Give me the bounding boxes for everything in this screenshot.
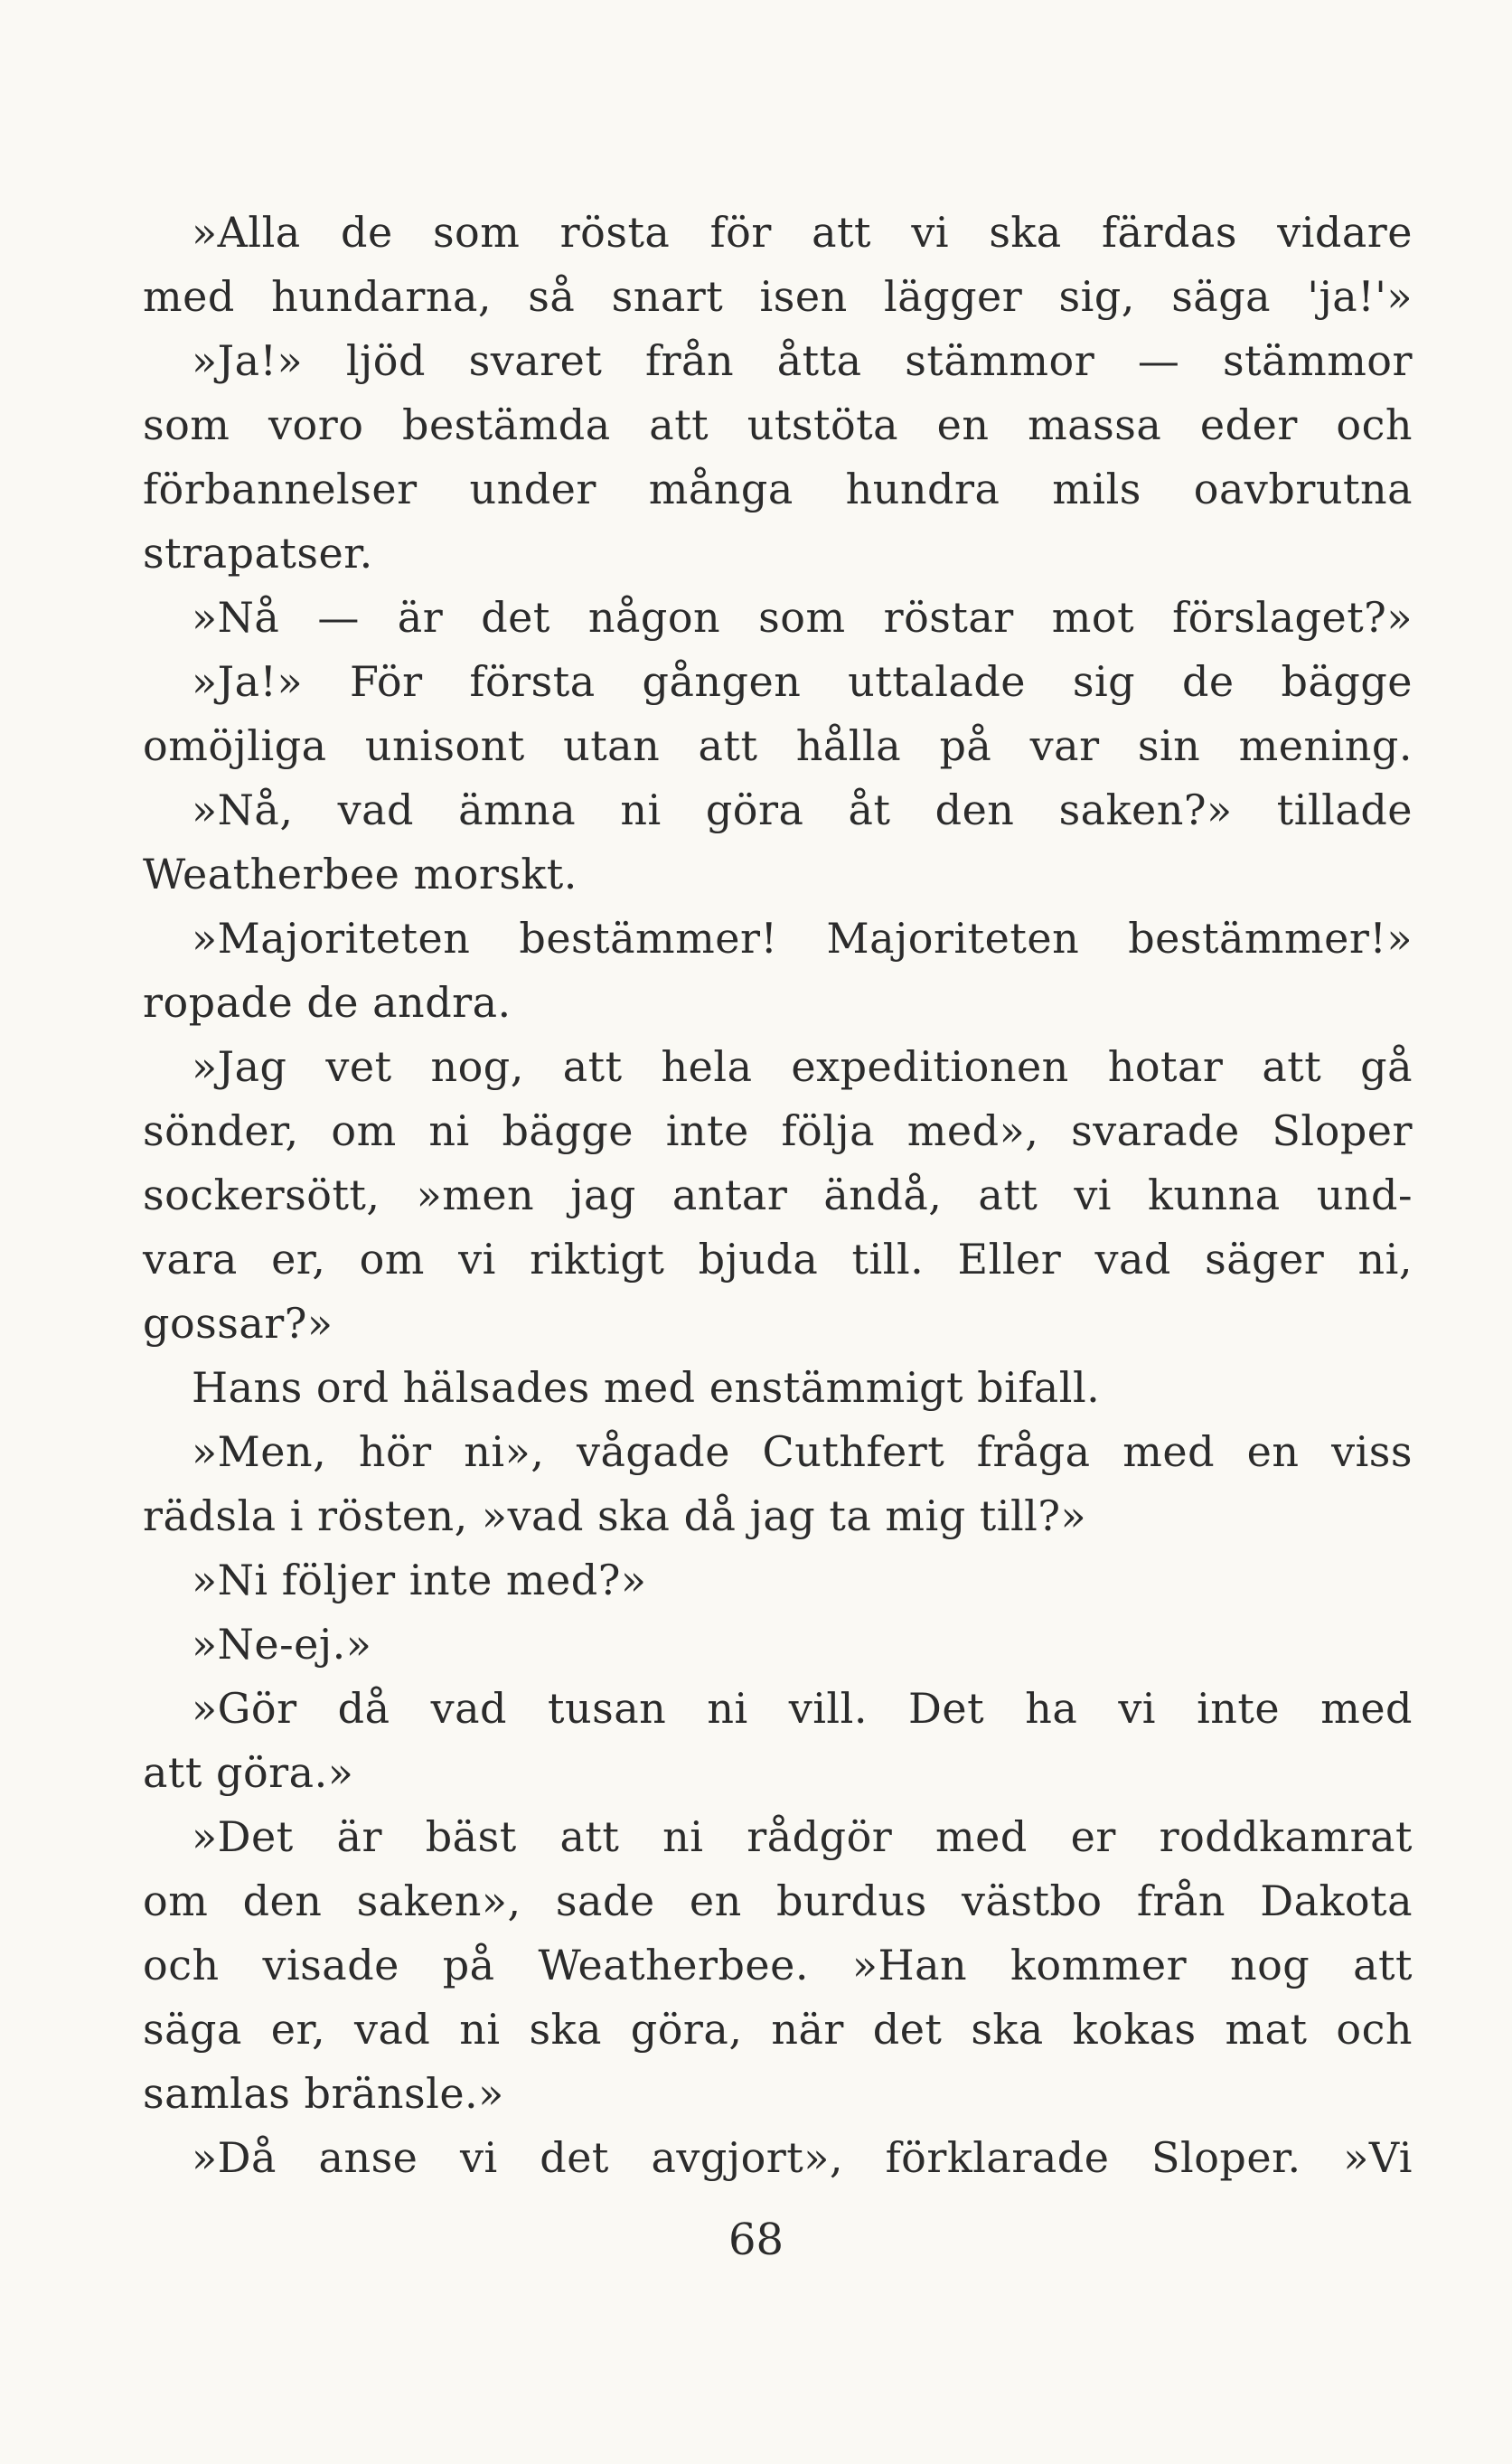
- text-line: med hundarna, så snart isen lägger sig, säga 'ja!'»: [143, 272, 1413, 321]
- body-text: [143, 201, 1413, 2190]
- text-line: »Gör då vad tusan ni vill. Det ha vi inte med: [192, 1684, 1413, 1733]
- text-line: att göra.»: [143, 1748, 354, 1797]
- text-line: sönder, om ni bägge inte följa med», svarade Sloper: [143, 1106, 1413, 1155]
- text-line: gossar?»: [143, 1299, 333, 1348]
- text-line: ropade de andra.: [143, 978, 512, 1027]
- text-line: »Nå, vad ämna ni göra åt den saken?» tillade: [192, 785, 1413, 834]
- text-line: omöjliga unisont utan att hålla på var sin mening.: [143, 721, 1413, 770]
- text-line: förbannelser under många hundra mils oavbrutna: [143, 465, 1413, 513]
- text-line: »Det är bäst att ni rådgör med er roddkamrat: [192, 1812, 1413, 1861]
- text-line: »Då anse vi det avgjort», förklarade Sloper. »Vi: [192, 2133, 1413, 2182]
- text-line: »Jag vet nog, att hela expeditionen hotar att gå: [192, 1042, 1413, 1091]
- text-line: samlas bränsle.»: [143, 2069, 504, 2118]
- text-line: och visade på Weatherbee. »Han kommer nog att: [143, 1941, 1413, 1989]
- text-line: »Nå — är det någon som röstar mot förslaget?»: [192, 593, 1413, 642]
- text-line: som voro bestämda att utstöta en massa eder och: [143, 400, 1413, 449]
- text-line: »Majoriteten bestämmer! Majoriteten bestämmer!»: [192, 914, 1413, 963]
- text-line: säga er, vad ni ska göra, när det ska kokas mat och: [143, 2005, 1413, 2054]
- text-line: »Men, hör ni», vågade Cuthfert fråga med en viss: [192, 1427, 1413, 1476]
- text-line: vara er, om vi riktigt bjuda till. Eller vad säger ni,: [143, 1235, 1413, 1284]
- text-line: »Ne-ej.»: [192, 1620, 372, 1669]
- text-line: om den saken», sade en burdus västbo från Dakota: [143, 1876, 1413, 1925]
- text-line: sockersött, »men jag antar ändå, att vi kunna und-: [143, 1171, 1413, 1219]
- text-line: Weatherbee morskt.: [143, 850, 578, 898]
- text-line: rädsla i rösten, »vad ska då jag ta mig till?»: [143, 1491, 1087, 1540]
- text-line: strapatser.: [143, 529, 373, 578]
- text-line: Hans ord hälsades med enstämmigt bifall.: [192, 1363, 1101, 1412]
- text-line: »Ni följer inte med?»: [192, 1556, 647, 1604]
- text-line: »Ja!» För första gången uttalade sig de bägge: [192, 657, 1413, 706]
- text-line: »Ja!» ljöd svaret från åtta stämmor — stämmor: [192, 336, 1413, 385]
- page-number: 68: [728, 2215, 784, 2265]
- text-line: »Alla de som rösta för att vi ska färdas vidare: [192, 208, 1413, 257]
